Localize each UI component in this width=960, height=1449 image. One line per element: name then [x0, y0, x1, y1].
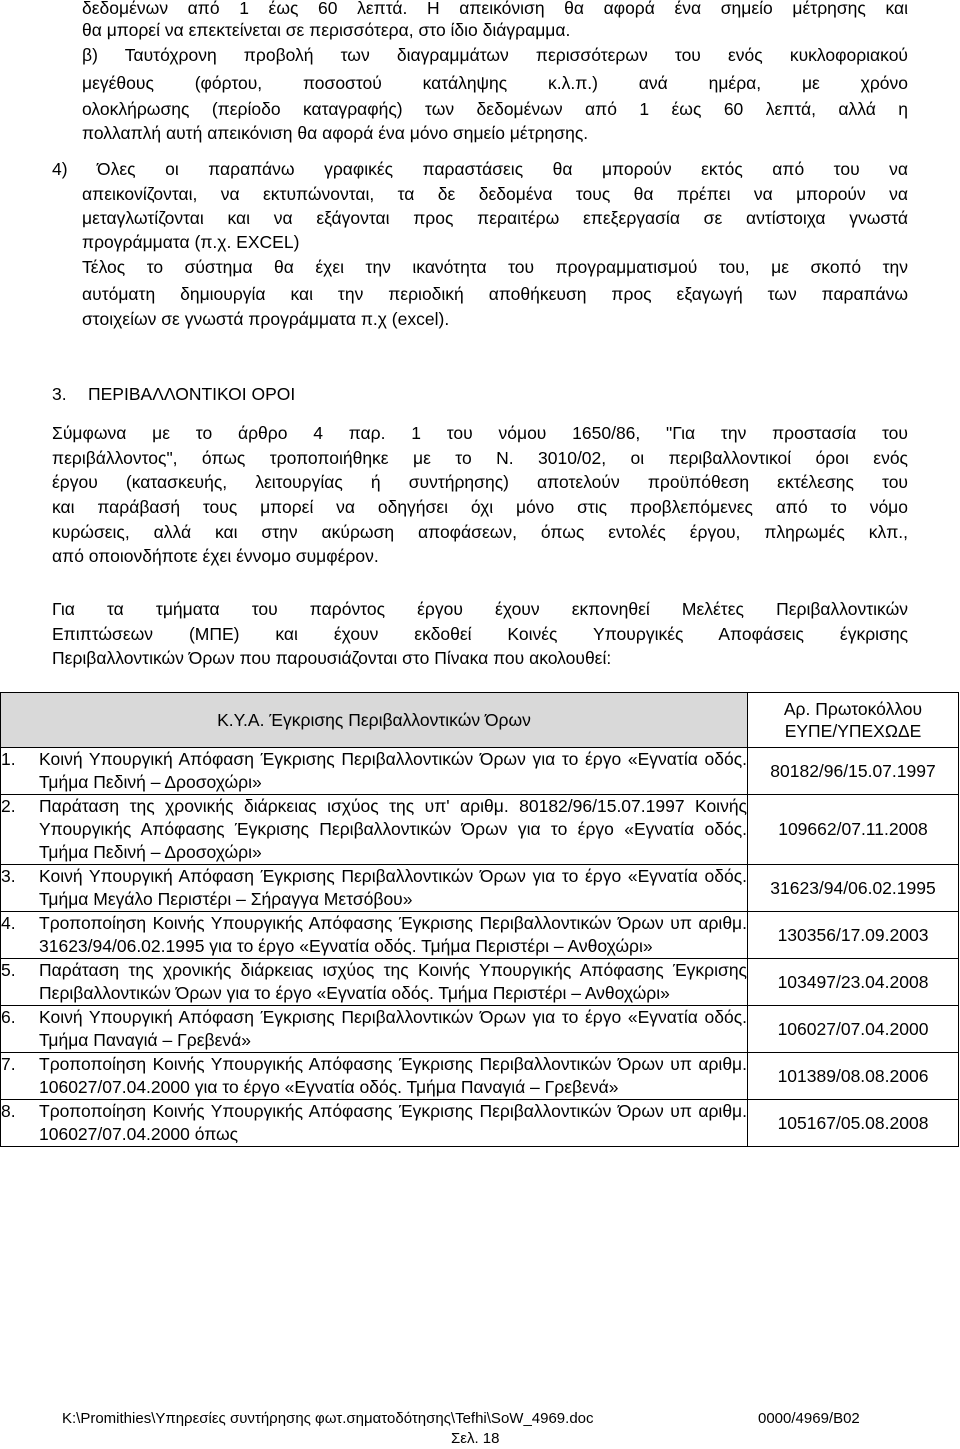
row-number: 2. [1, 796, 16, 816]
page-number: Σελ. 18 [451, 1430, 500, 1447]
text-line: στοιχείων σε γνωστά προγράμματα π.χ (excel). [82, 309, 450, 329]
row-number: 3. [1, 866, 16, 886]
row-text: Παράταση της χρονικής διάρκειας ισχύος της υπ' αριθμ. 80182/96/15.07.1997 Κοινής Υπουργικής Απόφασης Έγκρισης Περιβαλλοντικών Όρων για το έργο «Εγνατία οδός. Τμήμα Πεδινή – Δροσοχώρι» [39, 796, 747, 862]
section-number: 3. [52, 384, 67, 404]
row-text: Τροποποίηση Κοινής Υπουργικής Απόφασης Έγκρισης Περιβαλλοντικών Όρων υπ αριθμ. 106027/07.04.2000 όπως [39, 1101, 747, 1144]
row-number: 4. [1, 913, 16, 933]
table-row [1, 748, 959, 795]
section-heading [52, 383, 295, 405]
text-line: κυρώσεις, αλλά και στην ακύρωση αποφάσεων, όπως εντολές έργου, πληρωμές κλπ., [52, 522, 908, 542]
protocol-number: 105167/05.08.2008 [748, 1100, 959, 1147]
text-line: δεδομένων από 1 έως 60 λεπτά. Η απεικόνιση θα αφορά ένα σημείο μέτρησης και [82, 0, 908, 18]
text-line: περιβάλλοντος", όπως τροποποιήθηκε με το Ν. 3010/02, οι περιβαλλοντικοί όροι ενός [52, 448, 908, 468]
row-text: Κοινή Υπουργική Απόφαση Έγκρισης Περιβαλλοντικών Όρων για το έργο «Εγνατία οδός. Τμήμα Πεδινή – Δροσοχώρι» [39, 749, 747, 792]
protocol-number: 80182/96/15.07.1997 [748, 748, 959, 795]
text-line: θα μπορεί να επεκτείνεται σε περισσότερα, στο ίδιο διάγραμμα. [82, 20, 571, 40]
row-text: Κοινή Υπουργική Απόφαση Έγκρισης Περιβαλλοντικών Όρων για το έργο «Εγνατία οδός. Τμήμα Παναγιά – Γρεβενά» [39, 1007, 747, 1050]
text-line: απεικονίζονται, να εκτυπώνονται, τα δε δεδομένα τους θα πρέπει να μπορούν να [82, 184, 908, 204]
header-kya: Κ.Υ.Α. Έγκρισης Περιβαλλοντικών Όρων [1, 693, 748, 748]
protocol-number: 106027/07.04.2000 [748, 1006, 959, 1053]
text-line: προγράμματα (π.χ. EXCEL) [82, 232, 300, 252]
table-row [1, 912, 959, 959]
protocol-number: 130356/17.09.2003 [748, 912, 959, 959]
row-number: 7. [1, 1054, 16, 1074]
header-protocol [748, 693, 959, 748]
text-line: β) Ταυτόχρονη προβολή των διαγραμμάτων περισσότερων του ενός κυκλοφοριακού [82, 45, 908, 65]
text-line: από οποιονδήποτε έχει έννομο συμφέρον. [52, 546, 379, 566]
table-row [1, 1100, 959, 1147]
footer-reference: 0000/4969/Β02 [758, 1410, 860, 1427]
text-line: Επιπτώσεων (ΜΠΕ) και έχουν εκδοθεί Κοινές Υπουργικές Αποφάσεις έγκρισης [52, 624, 908, 644]
table-row [1, 795, 959, 865]
table-row [1, 865, 959, 912]
row-text: Παράταση της χρονικής διάρκειας ισχύος της Κοινής Υπουργικής Απόφασης Έγκρισης Περιβαλλοντικών Όρων για το έργο «Εγνατία οδός. Τμήμα Περιστέρι – Ανθοχώρι» [39, 960, 747, 1003]
row-number: 5. [1, 960, 16, 980]
text-line: και παράβασή τους μπορεί να οδηγήσει όχι μόνο στις προβλεπόμενες από το νόμο [52, 497, 908, 517]
footer-file-path: K:\Promithies\Υπηρεσίες συντήρησης φωτ.σηματοδότησης\Tefhi\SoW_4969.doc [62, 1410, 594, 1427]
protocol-number: 109662/07.11.2008 [748, 795, 959, 865]
text-line: Περιβαλλοντικών Όρων που παρουσιάζονται στο Πίνακα που ακολουθεί: [52, 648, 612, 668]
text-line: μεταγλωτίζονται και να εξάγονται προς περαιτέρω επεξεργασία σε αντίστοιχα γνωστά [82, 208, 908, 228]
protocol-number: 103497/23.04.2008 [748, 959, 959, 1006]
protocol-number: 31623/94/06.02.1995 [748, 865, 959, 912]
text-line: ολοκλήρωσης (περίοδο καταγραφής) των δεδομένων από 1 έως 60 λεπτά, αλλά η [82, 99, 908, 119]
kya-table [0, 692, 959, 1147]
text-line: 4) Όλες οι παραπάνω γραφικές παραστάσεις θα μπορούν εκτός από του να [52, 159, 908, 179]
table-row [1, 959, 959, 1006]
section-title: ΠΕΡΙΒΑΛΛΟΝΤΙΚΟΙ ΟΡΟΙ [88, 384, 296, 404]
text-line: έργου (κατασκευής, λειτουργίας ή συντήρησης) αποτελούν προϋπόθεση εκτέλεσης του [52, 472, 908, 492]
text-line: Για τα τμήματα του παρόντος έργου έχουν εκπονηθεί Μελέτες Περιβαλλοντικών [52, 599, 908, 619]
text-line: Τέλος το σύστημα θα έχει την ικανότητα του προγραμματισμού του, με σκοπό την [82, 257, 908, 277]
protocol-number: 101389/08.08.2006 [748, 1053, 959, 1100]
header-protocol-line2: ΕΥΠΕ/ΥΠΕΧΩΔΕ [784, 721, 922, 741]
row-text: Τροποποίηση Κοινής Υπουργικής Απόφασης Έγκρισης Περιβαλλοντικών Όρων υπ αριθμ. 31623/94/06.02.1995 για το έργο «Εγνατία οδός. Τμήμα Περιστέρι – Ανθοχώρι» [39, 913, 747, 956]
text-line: Σύμφωνα με το άρθρο 4 παρ. 1 του νόμου 1650/86, "Για την προστασία του [52, 423, 908, 443]
row-number: 6. [1, 1007, 16, 1027]
row-number: 1. [1, 749, 16, 769]
row-number: 8. [1, 1101, 16, 1121]
text-line: αυτόματη δημιουργία και την περιοδική αποθήκευση προς εξαγωγή των παραπάνω [82, 284, 908, 304]
row-text: Τροποποίηση Κοινής Υπουργικής Απόφασης Έγκρισης Περιβαλλοντικών Όρων υπ αριθμ. 106027/07.04.2000 για το έργο «Εγνατία οδός. Τμήμα Παναγιά – Γρεβενά» [39, 1054, 747, 1097]
header-protocol-line1: Αρ. Πρωτοκόλλου [783, 699, 923, 719]
row-text: Κοινή Υπουργική Απόφαση Έγκρισης Περιβαλλοντικών Όρων για το έργο «Εγνατία οδός. Τμήμα Μεγάλο Περιστέρι – Σήραγγα Μετσόβου» [39, 866, 747, 909]
table-row [1, 1006, 959, 1053]
table-header-row [1, 693, 959, 748]
table-row [1, 1053, 959, 1100]
text-line: πολλαπλή αυτή απεικόνιση θα αφορά ένα μόνο σημείο μέτρησης. [82, 123, 589, 143]
text-line: μεγέθους (φόρτου, ποσοστού κατάληψης κ.λ.π.) ανά ημέρα, με χρόνο [82, 73, 908, 93]
